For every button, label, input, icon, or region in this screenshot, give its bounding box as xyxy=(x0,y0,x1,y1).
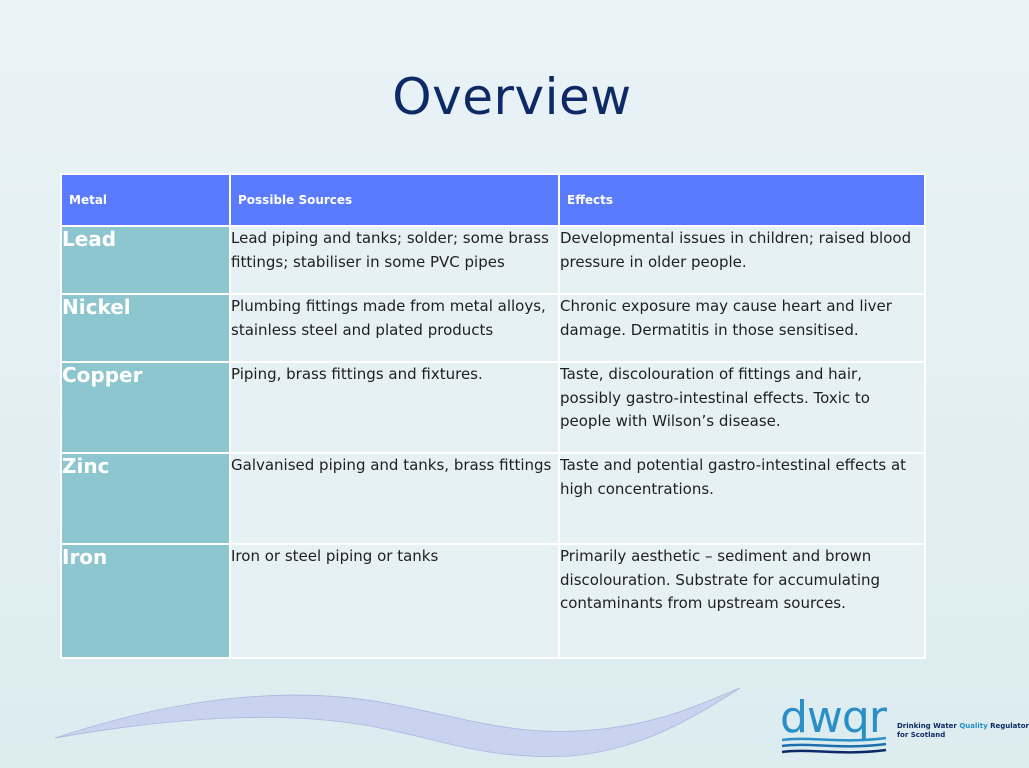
table-row xyxy=(61,453,925,544)
tagline-line2: for Scotland xyxy=(897,731,946,739)
logo-wordmark: dwqr xyxy=(780,692,886,743)
sources-cell: Piping, brass fittings and fixtures. xyxy=(230,362,559,453)
effects-cell: Developmental issues in children; raised blood pressure in older people. xyxy=(559,226,925,294)
effects-cell: Taste and potential gastro-intestinal effects at high concentrations. xyxy=(559,453,925,544)
sources-cell: Lead piping and tanks; solder; some brass fittings; stabiliser in some PVC pipes xyxy=(230,226,559,294)
logo-tagline xyxy=(897,722,1029,740)
dwqr-logo xyxy=(780,692,1029,756)
metal-name: Nickel xyxy=(61,294,230,362)
sources-cell: Plumbing fittings made from metal alloys, stainless steel and plated products xyxy=(230,294,559,362)
effects-cell: Primarily aesthetic – sediment and brown discolouration. Substrate for accumulating contaminants from upstream sources. xyxy=(559,544,925,658)
table-header-row xyxy=(61,174,925,226)
tagline-quality: Quality xyxy=(959,722,988,730)
tagline-part2: Regulator xyxy=(987,722,1029,730)
header-possible-sources: Possible Sources xyxy=(230,174,559,226)
effects-cell: Taste, discolouration of fittings and hair, possibly gastro-intestinal effects. Toxic to people with Wilson’s disease. xyxy=(559,362,925,453)
tagline-part1: Drinking Water xyxy=(897,722,960,730)
table-row xyxy=(61,226,925,294)
water-waves-icon xyxy=(780,736,890,756)
decorative-swoosh xyxy=(50,680,750,760)
table-row xyxy=(61,544,925,658)
sources-cell: Galvanised piping and tanks, brass fittings xyxy=(230,453,559,544)
metal-name: Lead xyxy=(61,226,230,294)
header-effects: Effects xyxy=(559,174,925,226)
metal-name: Zinc xyxy=(61,453,230,544)
effects-cell: Chronic exposure may cause heart and liver damage. Dermatitis in those sensitised. xyxy=(559,294,925,362)
metal-name: Iron xyxy=(61,544,230,658)
sources-cell: Iron or steel piping or tanks xyxy=(230,544,559,658)
table-row xyxy=(61,362,925,453)
slide-title: Overview xyxy=(392,68,632,126)
table-row xyxy=(61,294,925,362)
metal-name: Copper xyxy=(61,362,230,453)
header-metal: Metal xyxy=(61,174,230,226)
metals-overview-table xyxy=(60,173,926,659)
